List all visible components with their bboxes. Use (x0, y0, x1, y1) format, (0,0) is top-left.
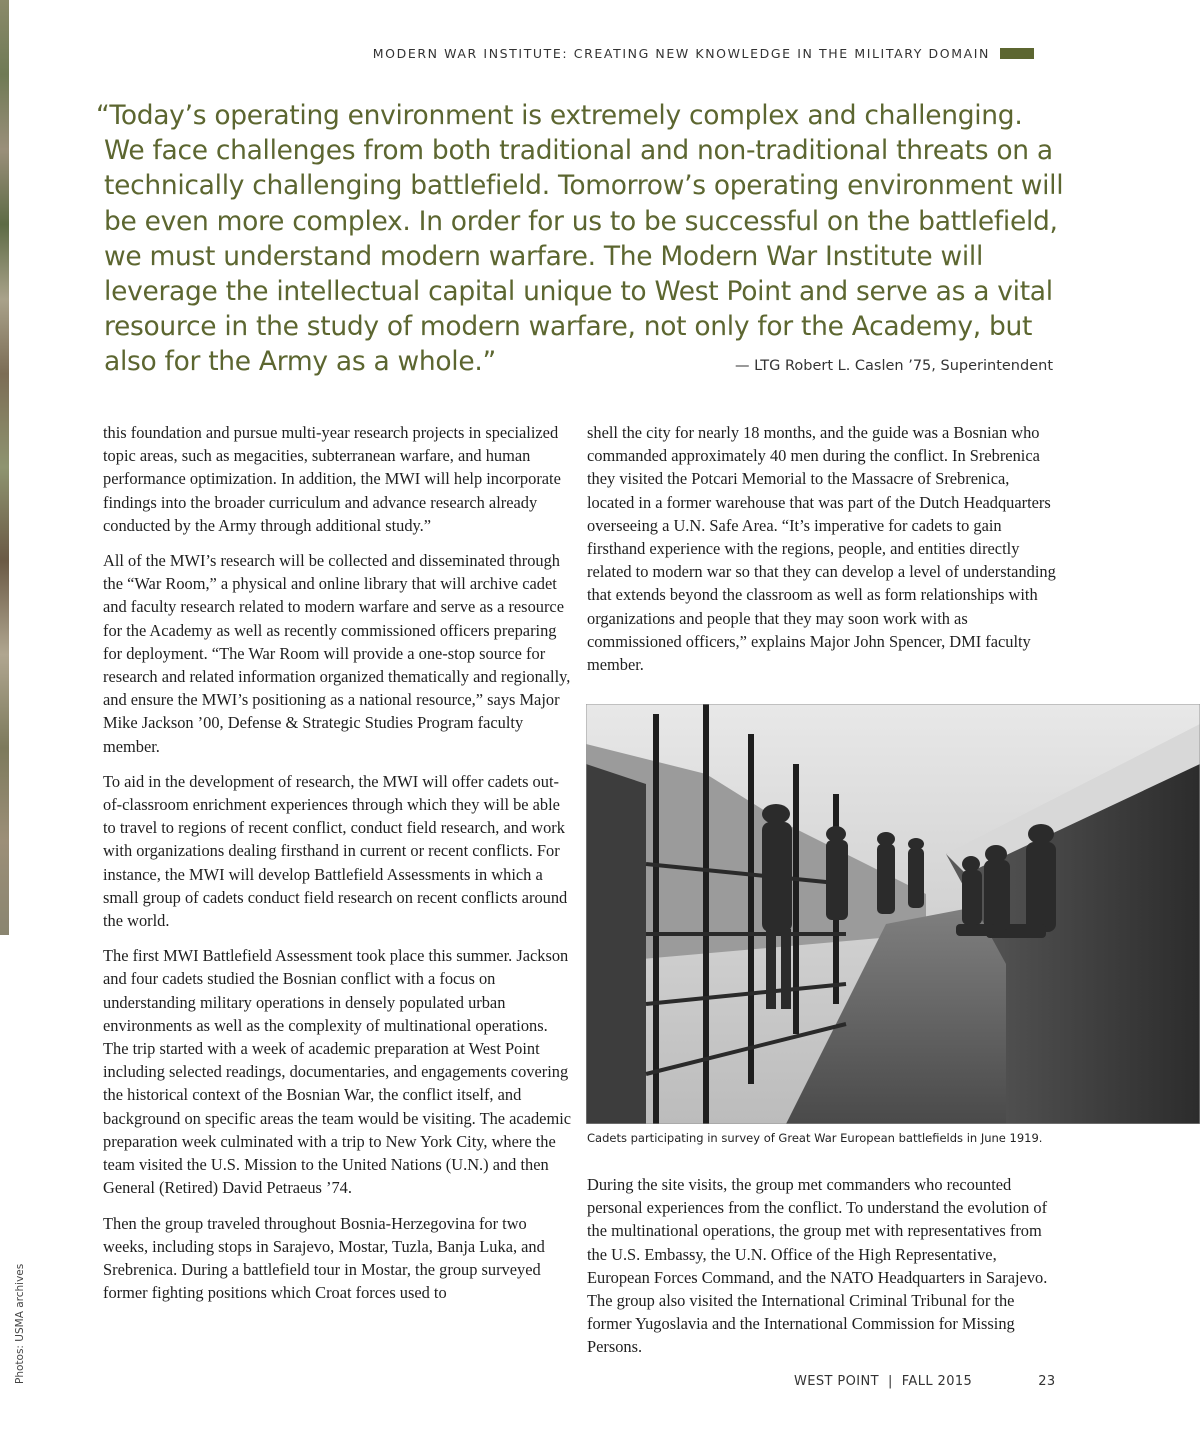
left-edge-photo-strip (0, 0, 9, 935)
paragraph: this foundation and pursue multi-year research projects in specialized topic areas, such as megacities, subterranean warfare, and human performance optimization. In addition, the MWI will help incorporate findings into the broader curriculum and advance research already conducted by the Army through additional study.” (103, 423, 561, 535)
historic-photo-illustration (586, 704, 1200, 1124)
paragraph: All of the MWI’s research will be collected and disseminated through the “War Room,” a physical and online library that will archive cadet and faculty research related to modern warfare and serve as a resource for the Academy as well as recently commissioned officers preparing for deployment. “The War Room will provide a one-stop source for research and related information organized thematically and regionally, and ensure the MWI’s positioning as a national resource,” says Major Mike Jackson ’00, Defense & Strategic Studies Program faculty member. (103, 551, 571, 756)
right-column-bottom (587, 1173, 1057, 1371)
paragraph: Then the group traveled throughout Bosnia-Herzegovina for two weeks, including stops in Sarajevo, Mostar, Tuzla, Banja Luka, and Srebrenica. During a battlefield tour in Mostar, the group surveyed former fighting positions which Croat forces used to (103, 1213, 545, 1303)
footer-issue: FALL 2015 (901, 1374, 973, 1389)
quote-attribution: — LTG Robert L. Caslen ’75, Superintendent (735, 358, 1053, 374)
right-column-top (587, 421, 1057, 688)
paragraph: During the site visits, the group met commanders who recounted personal experiences from the conflict. To understand the evolution of the multinational operations, the group met with representatives from the U.S. Embassy, the U.N. Office of the High Representative, European Forces Command, and the NATO Headquarters in Sarajevo. The group also visited the International Criminal Tribunal for the former Yugoslavia and the International Commission for Missing Persons. (587, 1175, 1048, 1357)
footer-publication: WEST POINT (794, 1374, 879, 1389)
pull-quote (96, 98, 1066, 380)
photo-credit: Photos: USMA archives (14, 1263, 26, 1384)
paragraph: The first MWI Battlefield Assessment took place this summer. Jackson and four cadets studied the Bosnian conflict with a focus on understanding military operations in densely populated urban environments as well as the complexity of multinational operations. The trip started with a week of academic preparation at West Point including selected readings, documentaries, and engagements covering the historical context of the Bosnian War, the conflict itself, and background on specific areas the team would be visiting. The academic preparation week culminated with a trip to New York City, where the team visited the U.S. Mission to the United Nations (U.N.) and then General (Retired) David Petraeus ’74. (103, 946, 572, 1198)
footer-separator: | (887, 1374, 893, 1389)
running-head-text: MODERN WAR INSTITUTE: CREATING NEW KNOWLEDGE IN THE MILITARY DOMAIN (372, 46, 990, 61)
page-footer (794, 1374, 1056, 1389)
pull-quote-text: “Today’s operating environment is extremely complex and challenging. We face challenges from both traditional and non-traditional threats on a technically challenging battlefield. Tomorrow’s operating environment will be even more complex. In order for us to be successful on the battlefield, we must understand modern warfare. The Modern War Institute will leverage the intellectual capital unique to West Point and serve as a vital resource in the study of modern warfare, not only for the Academy, but also for the Army as a whole.” (96, 100, 1064, 378)
page-number: 23 (1038, 1374, 1056, 1389)
left-column (103, 421, 573, 1316)
photo-caption: Cadets participating in survey of Great War European battlefields in June 1919. (587, 1131, 1043, 1145)
running-head-bar (1000, 48, 1034, 59)
historic-photo (586, 704, 1200, 1124)
paragraph: shell the city for nearly 18 months, and the guide was a Bosnian who commanded approximately 40 men during the conflict. In Srebrenica they visited the Potcari Memorial to the Massacre of Srebrenica, located in a former warehouse that was part of the Dutch Headquarters overseeing a U.N. Safe Area. “It’s imperative for cadets to gain firsthand experience with the regions, people, and entities directly related to modern war so that they can develop a level of understanding that extends beyond the classroom as well as form relationships with organizations and people that they may soon work with as commissioned officers,” explains Major John Spencer, DMI faculty member. (587, 423, 1056, 675)
paragraph: To aid in the development of research, the MWI will offer cadets out-of-classroom enrichment experiences through which they will be able to travel to regions of recent conflict, conduct field research, and work with organizations dealing firsthand in current or recent conflicts. For instance, the MWI will develop Battlefield Assessments in which a small group of cadets conduct field research on recent conflicts around the world. (103, 771, 568, 931)
running-head (300, 46, 1034, 61)
